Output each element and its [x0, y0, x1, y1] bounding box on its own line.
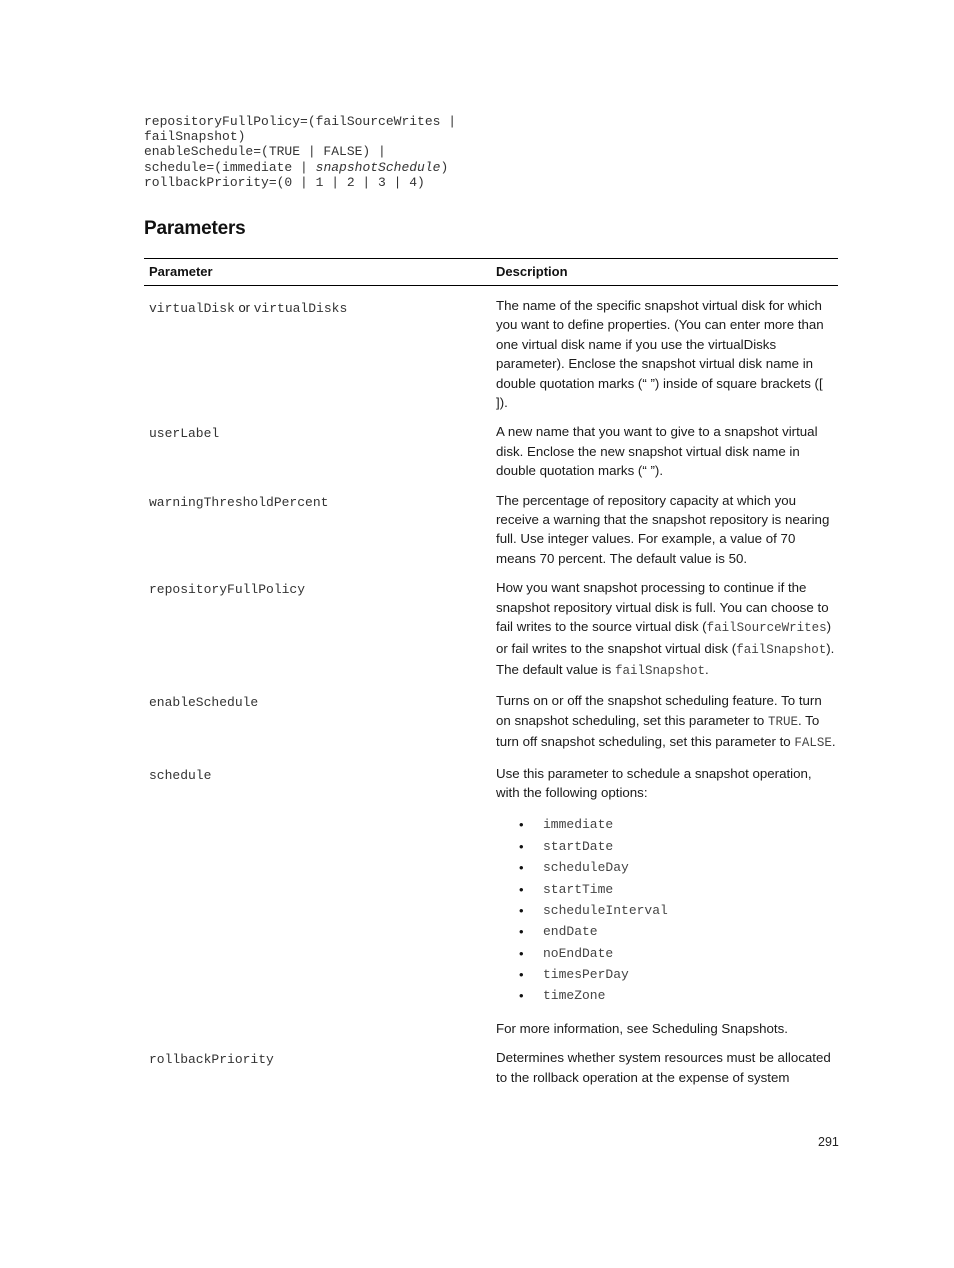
parameters-table [144, 258, 838, 1087]
param-description: A new name that you want to give to a snapshot virtual disk. Enclose the new snapshot virtual disk name in double quotation marks (“ ”). [496, 424, 818, 479]
list-item [496, 921, 838, 942]
param-or: or [234, 300, 254, 315]
syntax-line: enableSchedule=(TRUE | FALSE) | [144, 144, 386, 160]
table-row [144, 296, 838, 412]
desc-text: ). The default value is [496, 640, 835, 677]
desc-text: . To turn off snapshot scheduling, set this parameter to [496, 712, 820, 750]
schedule-options-list [496, 814, 838, 1007]
syntax-text: ) [440, 159, 449, 175]
desc-text: . [705, 661, 709, 677]
syntax-line-schedule [144, 160, 564, 175]
list-item [496, 900, 838, 921]
desc-code: FALSE [794, 736, 832, 751]
desc-text: How you want snapshot processing to continue if the snapshot repository virtual disk is full. You can choose to fail writes to the source virtual disk ( [496, 580, 829, 635]
desc-code: TRUE [768, 714, 799, 729]
bullet-icon: • [519, 860, 524, 876]
option-code: startTime [543, 881, 614, 897]
param-description: The percentage of repository capacity at which you receive a warning that the snapshot repository is nearing full. Use integer values. For example, a value of 70 means 70 percent. The default value is 50. [496, 492, 830, 566]
option-code: immediate [543, 817, 614, 833]
list-item [496, 857, 838, 878]
option-code: startDate [543, 838, 614, 854]
option-code: scheduleDay [543, 860, 629, 876]
list-item [496, 836, 838, 857]
syntax-line: repositoryFullPolicy=(failSourceWrites | [144, 114, 457, 129]
option-code: scheduleInterval [543, 902, 668, 918]
bullet-icon: • [519, 881, 524, 897]
list-item [496, 814, 838, 835]
table-row [144, 1048, 838, 1087]
desc-footer: For more information, see Scheduling Snapshots. [496, 1020, 788, 1036]
bullet-icon: • [519, 945, 524, 961]
option-code: noEndDate [543, 945, 614, 961]
table-row [144, 578, 838, 681]
syntax-text: schedule=(immediate | [144, 159, 316, 175]
param-name: warningThresholdPercent [149, 494, 329, 510]
desc-text: . [831, 734, 836, 750]
bullet-icon: • [519, 838, 524, 854]
option-code: endDate [543, 924, 598, 940]
param-name: rollbackPriority [149, 1052, 274, 1068]
bullet-icon: • [519, 902, 524, 918]
bullet-icon: • [519, 817, 524, 833]
param-description: The name of the specific snapshot virtual disk for which you want to define properties. (You can enter more than one virtual disk name if you use the virtualDisks parameter). Enclose the snapshot virtual disk name in double quotation marks (“ ”) inside of square brackets ([ ]). [496, 298, 824, 411]
option-code: timeZone [543, 988, 606, 1004]
param-code: virtualDisks [253, 301, 348, 316]
page-number: 291 [818, 1135, 839, 1149]
param-description [496, 764, 838, 1039]
desc-text: Use this parameter to schedule a snapshot operation, with the following options: [496, 765, 812, 800]
param-code: virtualDisk [149, 301, 235, 316]
header-parameter: Parameter [149, 264, 213, 279]
param-description: Determines whether system resources must be allocated to the rollback operation at the expense of system [496, 1050, 831, 1085]
list-item [496, 964, 838, 985]
syntax-line: failSnapshot) [144, 129, 246, 145]
header-description: Description [496, 264, 568, 279]
desc-code: failSourceWrites [706, 621, 827, 636]
param-name [149, 298, 479, 318]
param-name: userLabel [149, 426, 220, 442]
table-row [144, 691, 838, 753]
param-name: schedule [149, 767, 212, 783]
syntax-italic-placeholder: snapshotSchedule [315, 159, 441, 175]
list-item [496, 943, 838, 964]
list-item [496, 985, 838, 1006]
table-row [144, 422, 838, 480]
section-title: Parameters [144, 218, 246, 239]
syntax-line: rollbackPriority=(0 | 1 | 2 | 3 | 4) [144, 174, 425, 190]
bullet-icon: • [519, 988, 524, 1004]
bullet-icon: • [519, 967, 524, 983]
table-row [144, 491, 838, 569]
list-item [496, 879, 838, 900]
param-description [496, 691, 838, 753]
desc-text: Turns on or off the snapshot scheduling feature. To turn on snapshot scheduling, set this parameter to [496, 693, 822, 728]
desc-code: failSnapshot [736, 642, 827, 657]
table-header [144, 258, 838, 286]
bullet-icon: • [519, 924, 524, 940]
syntax-code-block [144, 114, 564, 190]
desc-text: ) or fail writes to the snapshot virtual disk ( [496, 619, 832, 656]
param-name: repositoryFullPolicy [149, 582, 306, 598]
param-name: enableSchedule [149, 695, 259, 711]
param-description [496, 578, 838, 681]
table-row [144, 764, 838, 1039]
option-code: timesPerDay [543, 967, 629, 983]
desc-code: failSnapshot [615, 663, 706, 678]
